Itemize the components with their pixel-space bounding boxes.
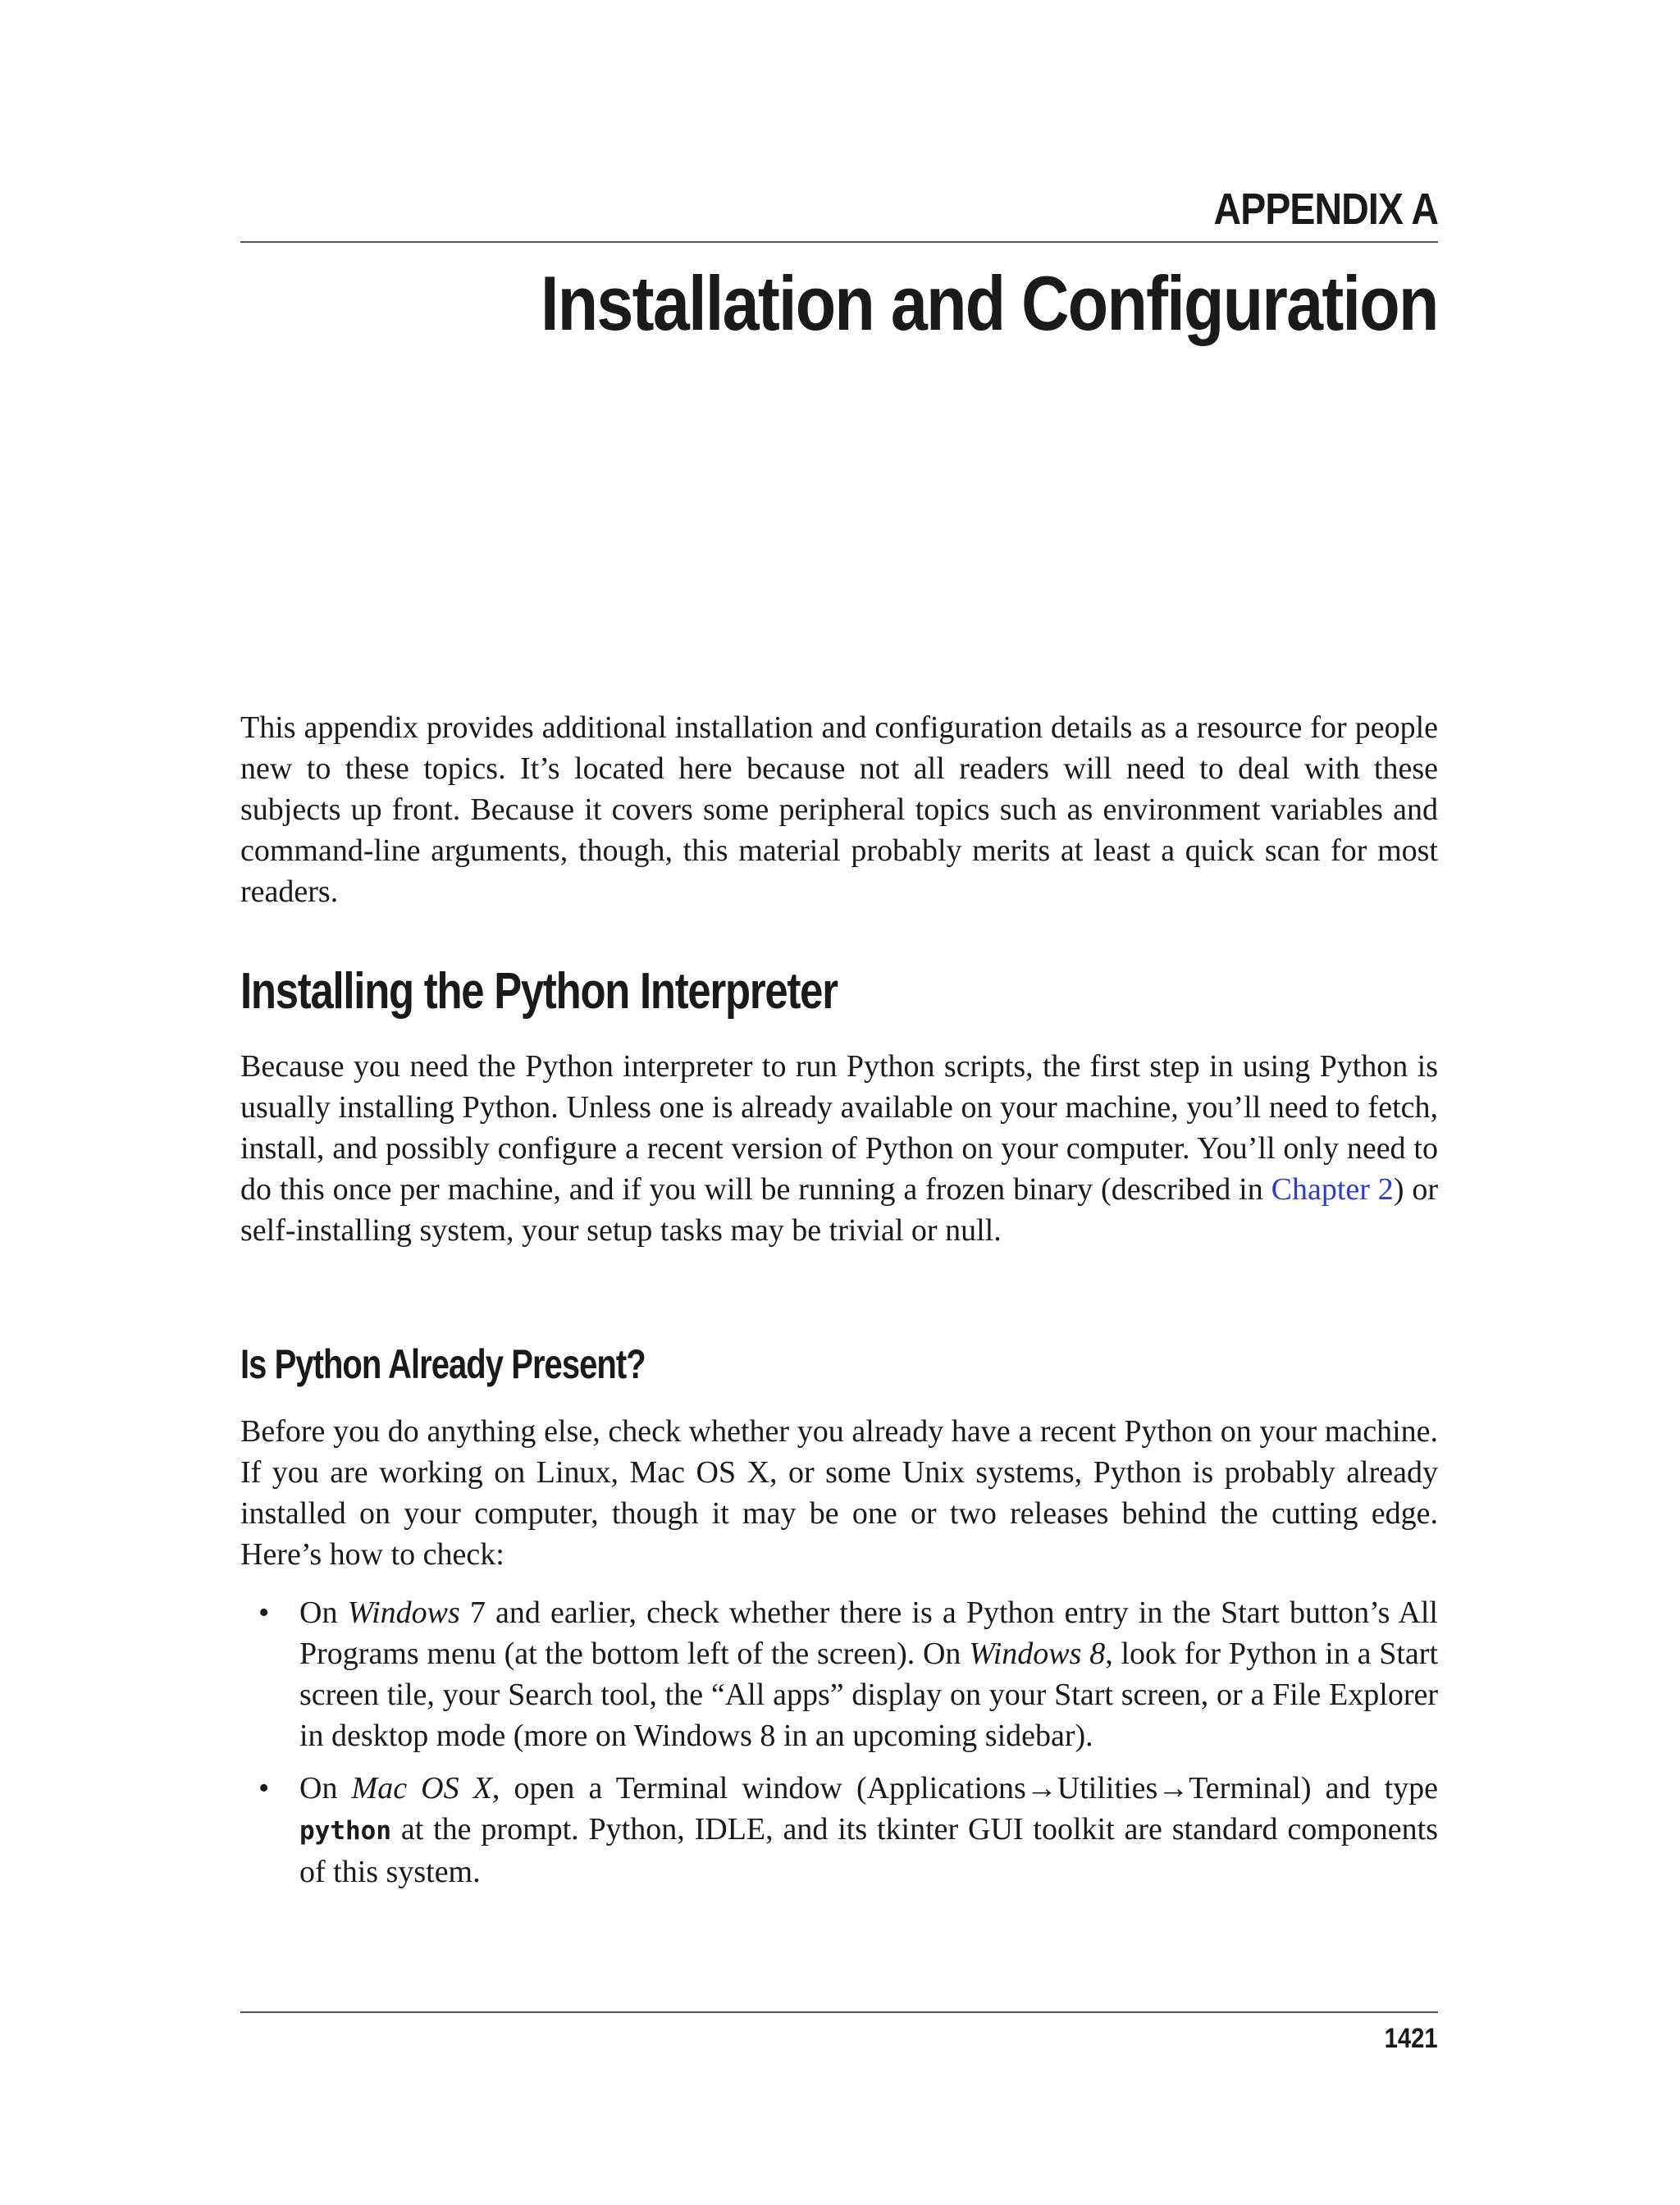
bullet-icon: • <box>258 1771 270 1806</box>
chapter-2-link[interactable]: Chapter 2 <box>1271 1172 1394 1207</box>
list-item-text: , open a Terminal window (Applications→Utilities→Terminal) and type <box>491 1771 1438 1806</box>
already-present-paragraph: Before you do anything else, check whether you already have a recent Python on your machine. If you are working on Linux, Mac OS X, or some Unix systems, Python is probably already installed on your computer, though it may be one or two releases behind the cutting edge. Here’s how to check: <box>240 1414 1438 1572</box>
list-item-text: On <box>299 1596 348 1630</box>
page-number: 1421 <box>1384 2023 1438 2054</box>
footer-rule <box>240 2011 1438 2013</box>
list-item-emphasis: Windows <box>347 1596 460 1630</box>
installing-text-2: ) or self-installing system, your setup tasks may be trivial or null. <box>240 1172 1439 1248</box>
list-item-emphasis: Mac OS X <box>351 1771 492 1806</box>
installing-paragraph <box>240 1046 1438 1251</box>
inline-code: python <box>299 1816 391 1846</box>
list-item-text: On <box>299 1771 352 1806</box>
book-page <box>240 0 1438 2205</box>
list-item-text: 7 and earlier, check whether there is a Python entry in the Start button’s All Programs menu (at the bottom left of the screen). On <box>299 1596 1438 1671</box>
list-item-mac <box>240 1768 1438 1892</box>
bullet-icon: • <box>258 1596 270 1630</box>
intro-paragraph: This appendix provides additional installation and configuration details as a resource for people new to these topics. It’s located here because not all readers will need to deal with these subjects up front. Because it covers some peripheral topics such as environment variables and command-line arguments, though, this material probably merits at least a quick scan for most readers. <box>240 710 1438 909</box>
list-item-windows <box>240 1592 1438 1756</box>
installing-text-1: Because you need the Python interpreter to run Python scripts, the first step in using Python is usually installing Python. Unless one is already available on your machine, you’ll need to fetch, install, and possibly configure a recent version of Python on your computer. You’ll only need to do this once per machine, and if you will be running a frozen binary (described in <box>240 1049 1438 1207</box>
section-heading-installing: Installing the Python Interpreter <box>240 963 838 1020</box>
list-item-text: at the prompt. Python, IDLE, and its tkinter GUI toolkit are standard components of this system. <box>299 1812 1438 1889</box>
header-rule <box>240 241 1438 243</box>
check-list <box>240 1592 1438 1904</box>
subsection-heading-already-present: Is Python Already Present? <box>240 1341 646 1387</box>
list-item-emphasis: Windows 8 <box>969 1637 1106 1671</box>
chapter-title: Installation and Configuration <box>541 260 1438 346</box>
list-item-text: , look for Python in a Start screen tile, your Search tool, the “All apps” display on your Start screen, or a File Explorer in desktop mode (more on Windows 8 in an upcoming sidebar). <box>299 1637 1438 1753</box>
appendix-label: APPENDIX A <box>1213 185 1438 234</box>
